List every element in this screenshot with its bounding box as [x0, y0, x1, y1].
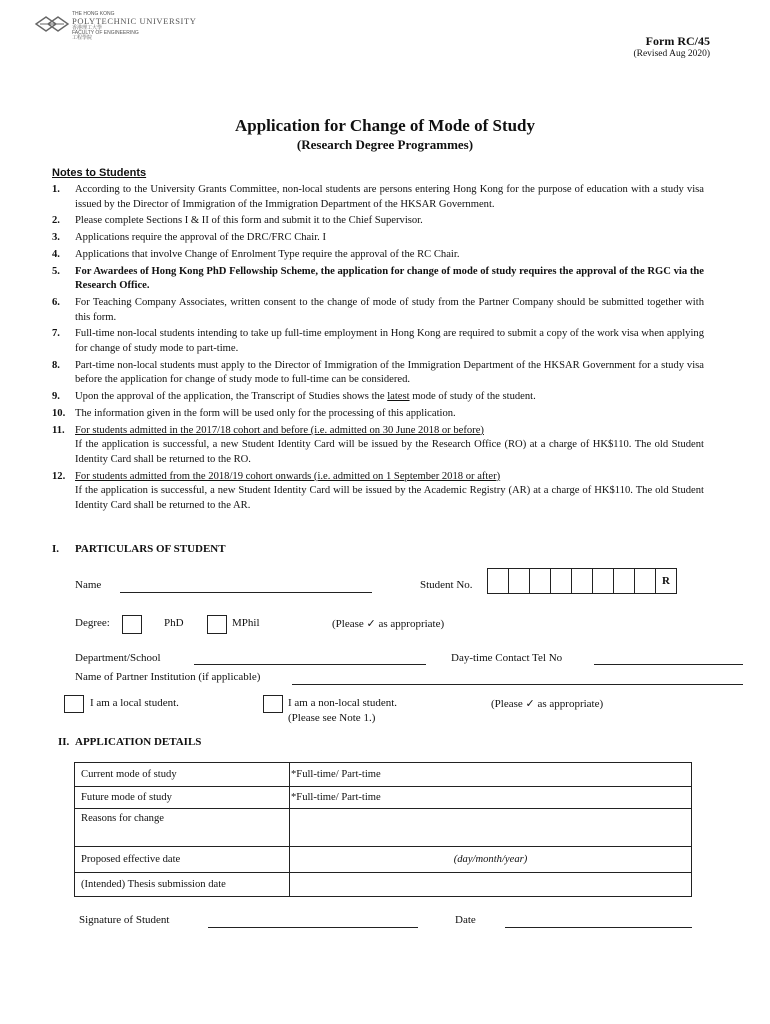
note-number: 12.	[52, 470, 66, 482]
note-text: Applications require the approval of the DRC/FRC Chair. I	[75, 232, 326, 244]
row-label: (Intended) Thesis submission date	[75, 873, 290, 897]
nonlocal-student-label: I am a non-local student.	[288, 697, 398, 709]
nonlocal-student-checkbox[interactable]	[263, 695, 283, 713]
application-details-table	[74, 762, 692, 897]
tel-field[interactable]	[594, 664, 743, 665]
tick-instruction: (Please ✓ as appropriate)	[491, 698, 604, 710]
table-row	[75, 873, 692, 897]
section-heading: PARTICULARS OF STUDENT	[75, 543, 226, 555]
row-label: Current mode of study	[75, 763, 290, 787]
notes-heading: Notes to Students	[52, 167, 147, 179]
note-text	[75, 390, 704, 405]
table-row	[75, 787, 692, 809]
note-number: 6.	[52, 297, 60, 309]
note-number: 1.	[52, 184, 60, 195]
tick-instruction: (Please ✓ as appropriate)	[332, 618, 445, 630]
section-number: II.	[58, 736, 70, 748]
mphil-label: MPhil	[232, 617, 260, 629]
note-number: 3.	[52, 232, 60, 244]
logo-line: 工程學院	[72, 34, 93, 41]
note-number: 11.	[52, 424, 65, 436]
note-text-part: If the application is successful, a new Student Identity Card will be issued by the Research Office (RO) at a charge of HK$110. The old Student Identity Card shall be returned to the RO.	[75, 439, 704, 465]
date-label: Date	[455, 914, 476, 926]
student-no-suffix: R	[656, 569, 677, 594]
date-field[interactable]	[505, 927, 692, 928]
note-item	[52, 265, 704, 294]
thesis-date-field[interactable]	[290, 873, 692, 897]
note-text: Applications that involve Change of Enrolment Type require the approval of the RC Chair.	[75, 248, 460, 260]
form-number: Form RC/45	[645, 34, 710, 48]
note-item	[52, 424, 704, 468]
note-number: 2.	[52, 215, 60, 227]
student-no-digit[interactable]	[593, 569, 614, 594]
note-item	[52, 214, 704, 229]
partner-institution-label: Name of Partner Institution (if applicable)	[75, 671, 261, 683]
row-label: Reasons for change	[75, 809, 290, 847]
note-text: Full-time non-local students intending to take up full-time employment in Hong Kong are required to submit a copy of the work visa when applying for change of study mode to part-time.	[75, 328, 704, 355]
table-row	[75, 763, 692, 787]
note-text	[75, 424, 704, 468]
student-no-digit[interactable]	[572, 569, 593, 594]
note-item	[52, 359, 704, 388]
form-title: Application for Change of Mode of Study	[234, 116, 536, 135]
signature-label: Signature of Student	[79, 914, 170, 926]
student-no-field[interactable]	[487, 568, 677, 594]
name-label: Name	[75, 579, 102, 591]
department-field[interactable]	[194, 664, 426, 665]
logo-emblem-icon	[34, 14, 74, 34]
current-mode-field[interactable]: *Full-time/ Part-time	[290, 763, 692, 787]
note-text-part: Upon the approval of the application, the Transcript of Studies shows the	[75, 391, 388, 403]
student-no-label: Student No.	[420, 579, 473, 591]
note-text: Please complete Sections I & II of this form and submit it to the Chief Supervisor.	[75, 215, 423, 227]
note-text	[75, 470, 704, 514]
section-number: I.	[52, 543, 60, 555]
note-number: 4.	[52, 248, 60, 260]
table-row	[75, 847, 692, 873]
note-number: 10.	[52, 408, 66, 419]
student-no-digit[interactable]	[635, 569, 656, 594]
local-student-label: I am a local student.	[90, 697, 179, 709]
university-logo	[34, 12, 224, 42]
row-label: Proposed effective date	[75, 847, 290, 873]
name-field[interactable]	[120, 592, 372, 593]
note-number: 8.	[52, 359, 60, 371]
note-number: 9.	[52, 391, 60, 403]
note-text: For Awardees of Hong Kong PhD Fellowship Scheme, the application for change of mode of study requires the approval of the RGC via the Research Office.	[75, 265, 704, 292]
department-label: Department/School	[75, 652, 161, 664]
note-text: Part-time non-local students must apply to the Director of Immigration of the Immigration Department of the HKSAR Government for a study visa before the application for change of study mode to full-time can be considered.	[75, 359, 704, 386]
note-text: For Teaching Company Associates, written consent to the change of mode of study from the Partner Company should be submitted together with this form.	[75, 297, 704, 323]
logo-line: THE HONG KONG	[72, 11, 115, 17]
note-item	[52, 470, 704, 514]
note-item	[52, 248, 704, 263]
note-item	[52, 407, 704, 422]
phd-label: PhD	[164, 617, 184, 629]
student-no-digit[interactable]	[509, 569, 530, 594]
notes-list	[52, 183, 704, 516]
student-no-digit[interactable]	[488, 569, 509, 594]
section-heading: APPLICATION DETAILS	[75, 736, 202, 748]
signature-field[interactable]	[208, 927, 418, 928]
note-subheading: For students admitted from the 2018/19 cohort onwards (i.e. admitted on 1 September 2018 or after)	[75, 470, 501, 482]
effective-date-field[interactable]: (day/month/year)	[290, 847, 692, 873]
future-mode-field[interactable]: *Full-time/ Part-time	[290, 787, 692, 809]
note-item	[52, 296, 704, 325]
note-number: 5.	[52, 265, 60, 277]
degree-label: Degree:	[75, 617, 110, 629]
nonlocal-note: (Please see Note 1.)	[288, 712, 376, 724]
form-subtitle: (Research Degree Programmes)	[296, 137, 474, 152]
partner-institution-field[interactable]	[292, 684, 743, 685]
note-text: According to the University Grants Committee, non-local students are persons entering Hong Kong for the purpose of education with a study visa issued by the Director of Immigration of the Immigration Department of the HKSAR Government.	[75, 184, 704, 210]
logo-line: FACULTY OF ENGINEERING	[72, 29, 139, 36]
student-no-digit[interactable]	[551, 569, 572, 594]
note-text-part: mode of study of the student.	[409, 391, 536, 403]
note-item	[52, 183, 704, 212]
revision-date: (Revised Aug 2020)	[633, 49, 710, 59]
note-text: The information given in the form will be used only for the processing of this application.	[75, 408, 456, 419]
note-number: 7.	[52, 328, 60, 340]
student-no-digit[interactable]	[614, 569, 635, 594]
note-subheading: For students admitted in the 2017/18 cohort and before (i.e. admitted on 30 June 2018 or before)	[75, 424, 484, 436]
note-item	[52, 327, 704, 356]
mphil-checkbox[interactable]	[207, 615, 227, 634]
student-no-digit[interactable]	[530, 569, 551, 594]
phd-checkbox[interactable]	[122, 615, 142, 634]
local-student-checkbox[interactable]	[64, 695, 84, 713]
tel-label: Day-time Contact Tel No	[451, 652, 563, 664]
note-item	[52, 231, 704, 246]
logo-line: POLYTECHNIC UNIVERSITY	[72, 16, 197, 26]
note-item	[52, 390, 704, 405]
logo-line: 香港理工大學	[72, 24, 103, 31]
reasons-field[interactable]	[290, 809, 692, 847]
note-emphasis: latest	[387, 391, 410, 403]
row-label: Future mode of study	[75, 787, 290, 809]
note-text-part: If the application is successful, a new Student Identity Card will be issued by the Academic Registry (AR) at a charge of HK$110. The old Student Identity Card shall be returned to the AR.	[75, 485, 704, 511]
table-row	[75, 809, 692, 847]
